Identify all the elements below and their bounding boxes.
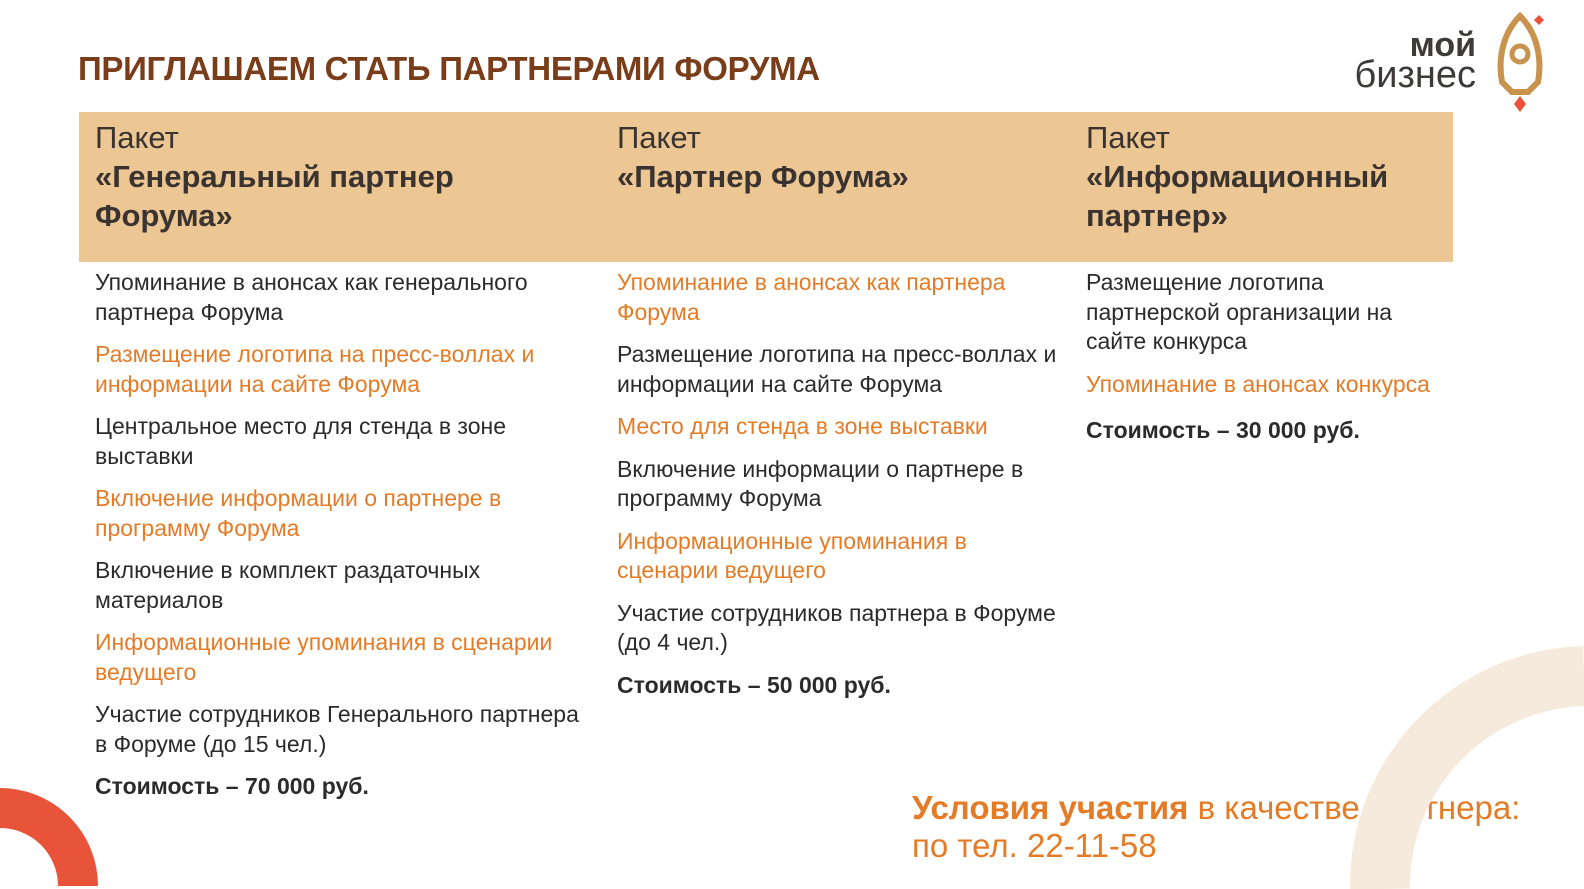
- package-header-info: [1086, 118, 1451, 235]
- contact-bold: Условия участия: [912, 789, 1189, 826]
- package-name: «Информационный партнер»: [1086, 159, 1389, 233]
- package-item: Участие сотрудников партнера в Форуме (до 4 чел.): [617, 599, 1056, 655]
- package-prefix: Пакет: [1086, 120, 1170, 155]
- package-price: Стоимость – 50 000 руб.: [617, 671, 891, 698]
- page-title: ПРИГЛАШАЕМ СТАТЬ ПАРТНЕРАМИ ФОРУМА: [78, 50, 820, 87]
- package-item: Включение в комплект раздаточных материалов: [95, 557, 481, 613]
- contact-phone: по тел. 22-11-58: [912, 827, 1157, 864]
- package-item: Включение информации о партнере в программу Форума: [95, 485, 502, 541]
- package-price: Стоимость – 30 000 руб.: [1086, 417, 1360, 443]
- package-prefix: Пакет: [95, 120, 179, 155]
- package-items-general: [95, 268, 595, 801]
- package-items-partner: [617, 268, 1057, 700]
- package-item: Участие сотрудников Генерального партнера в Форуме (до 15 чел.): [95, 701, 579, 757]
- rocket-icon: [1490, 12, 1550, 112]
- decorative-beige-arc: [1340, 636, 1584, 889]
- package-prefix: Пакет: [617, 120, 701, 155]
- package-item: Место для стенда в зоне выставки: [617, 413, 988, 439]
- package-header-partner: [617, 118, 1057, 196]
- package-items-info: [1086, 268, 1451, 445]
- package-item: Упоминание в анонсах как генерального партнера Форума: [95, 269, 528, 325]
- moy-biznes-logo: [1328, 12, 1558, 112]
- contact-rest: в качестве партнера:: [1188, 789, 1521, 826]
- decorative-red-arc: [0, 780, 110, 889]
- package-price: Стоимость – 70 000 руб.: [95, 773, 369, 799]
- package-item: Центральное место для стенда в зоне выставки: [95, 413, 507, 469]
- package-item: Включение информации о партнере в программу Форума: [617, 455, 1024, 511]
- package-name: «Партнер Форума»: [617, 159, 909, 194]
- package-header-general: [95, 118, 595, 235]
- logo-line-2: бизнес: [1354, 54, 1476, 96]
- package-item: Размещение логотипа на пресс-воллах и информации на сайте Форума: [617, 341, 1057, 397]
- package-item: Размещение логотипа партнерской организации на сайте конкурса: [1086, 269, 1393, 354]
- package-item: Упоминание в анонсах конкурса: [1086, 370, 1430, 397]
- logo-line-1: мой: [1409, 26, 1476, 64]
- package-name: «Генеральный партнер Форума»: [95, 159, 454, 233]
- package-item: Информационные упоминания в сценарии ведущего: [95, 629, 553, 685]
- package-item: Информационные упоминания в сценарии ведущего: [617, 527, 967, 583]
- logo-text: [1354, 26, 1476, 96]
- package-item: Размещение логотипа на пресс-воллах и информации на сайте Форума: [95, 341, 535, 397]
- package-item: Упоминание в анонсах как партнера Форума: [617, 269, 1006, 325]
